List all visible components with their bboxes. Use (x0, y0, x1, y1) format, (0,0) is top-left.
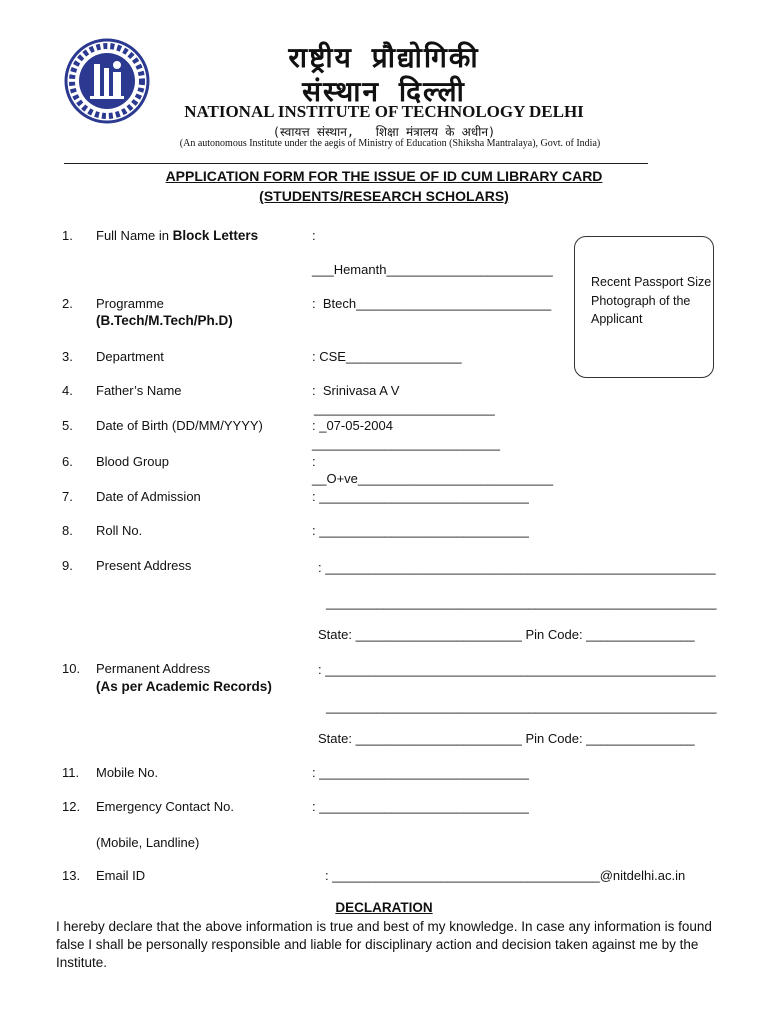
permanent-address-note: (As per Academic Records) (96, 679, 272, 694)
programme-options: (B.Tech/M.Tech/Ph.D) (96, 313, 233, 328)
present-address-line2[interactable]: ______________________________________________________ (326, 595, 717, 610)
fathers-name-value[interactable]: : Srinivasa A V (312, 383, 400, 398)
admission-date-label: Date of Admission (96, 489, 201, 504)
field-number: 4. (62, 383, 73, 398)
full-name-label-text: Full Name in (96, 228, 173, 243)
photo-placeholder-box (574, 236, 714, 378)
full-name-label (96, 228, 258, 243)
present-address-line1[interactable]: : ______________________________________________________ (318, 560, 716, 575)
present-address-state-pin[interactable]: State: _______________________ Pin Code: _______________ (318, 627, 695, 642)
mobile-value[interactable]: : _____________________________ (312, 765, 529, 780)
field-number: 5. (62, 418, 73, 433)
dob-label: Date of Birth (DD/MM/YYYY) (96, 418, 263, 433)
permanent-address-label: Permanent Address (96, 661, 211, 676)
blood-group-value[interactable]: __O+ve___________________________ (312, 471, 554, 486)
roll-no-label: Roll No. (96, 523, 143, 538)
institute-name-hindi-line1: राष्ट्रीय प्रौद्योगिकी (288, 41, 480, 74)
roll-no-value[interactable]: : _____________________________ (312, 523, 529, 538)
permanent-address-line2[interactable]: ______________________________________________________ (326, 699, 717, 714)
emergency-contact-value[interactable]: : _____________________________ (312, 799, 529, 814)
field-number: 9. (62, 558, 73, 573)
permanent-address-line1[interactable]: : ______________________________________________________ (318, 662, 716, 677)
hindi-subtitle: (स्वायत्त संस्थान, शिक्षा मंत्रालय के अधीन) (272, 125, 496, 139)
emergency-contact-note: (Mobile, Landline) (96, 835, 200, 850)
institute-name-english: NATIONAL INSTITUTE OF TECHNOLOGY DELHI (184, 102, 584, 121)
field-number: 10. (62, 661, 81, 676)
declaration-text: I hereby declare that the above information is true and best of my knowledge. In case any information is found false I shall be personally responsible and liable for disciplinary action and decision taken against me by the Institute. (56, 919, 712, 970)
form-title-line2: (STUDENTS/RESEARCH SCHOLARS) (259, 188, 509, 204)
photo-instructions: Recent Passport Size Photograph of the Applicant (591, 275, 712, 326)
blood-group-colon: : (312, 454, 316, 469)
block-letters-label: Block Letters (172, 228, 259, 243)
full-name-colon: : (312, 228, 316, 243)
programme-label: Programme (96, 296, 164, 311)
programme-value[interactable]: : Btech___________________________ (312, 296, 552, 311)
field-number: 1. (62, 228, 73, 243)
field-number: 7. (62, 489, 73, 504)
institute-name-hindi-line2: संस्थान दिल्ली (302, 75, 466, 108)
dob-value[interactable]: : _07-05-2004 (312, 418, 393, 433)
blood-group-label: Blood Group (96, 454, 169, 469)
department-value[interactable]: : CSE________________ (312, 349, 462, 364)
field-number: 12. (62, 799, 81, 814)
email-label: Email ID (96, 868, 146, 883)
field-number: 3. (62, 349, 73, 364)
header-divider (64, 163, 648, 164)
field-number: 6. (62, 454, 73, 469)
emergency-contact-label: Emergency Contact No. (96, 799, 235, 814)
fathers-name-label: Father’s Name (96, 383, 182, 398)
permanent-address-state-pin[interactable]: State: _______________________ Pin Code: _______________ (318, 731, 695, 746)
declaration-heading: DECLARATION (335, 900, 433, 915)
field-number: 2. (62, 296, 73, 311)
field-number: 8. (62, 523, 73, 538)
admission-date-value[interactable]: : _____________________________ (312, 489, 529, 504)
email-value[interactable]: : _____________________________________@nitdelhi.ac.in (325, 868, 686, 883)
field-number: 13. (62, 868, 81, 883)
dob-line: __________________________ (312, 436, 500, 451)
fathers-name-line: _________________________ (314, 401, 495, 416)
form-title-line1: APPLICATION FORM FOR THE ISSUE OF ID CUM LIBRARY CARD (165, 168, 603, 184)
full-name-value[interactable]: ___Hemanth_______________________ (312, 262, 553, 277)
department-label: Department (96, 349, 164, 364)
present-address-label: Present Address (96, 558, 192, 573)
mobile-label: Mobile No. (96, 765, 159, 780)
field-number: 11. (62, 765, 80, 780)
autonomous-note: (An autonomous Institute under the aegis of Ministry of Education (Shiksha Mantralaya), Govt. of India) (179, 138, 601, 149)
